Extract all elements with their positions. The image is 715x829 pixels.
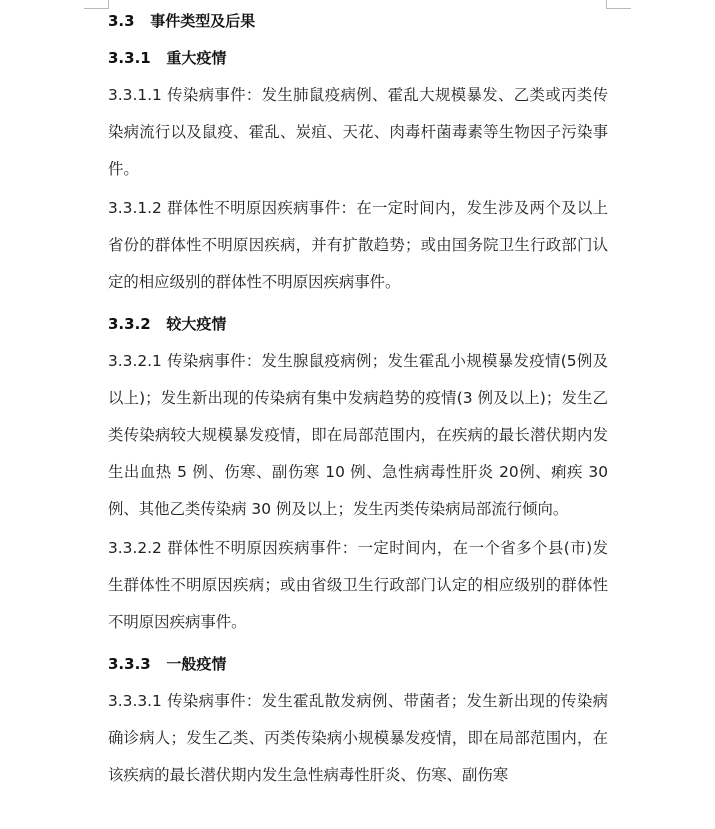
paragraph-3-3-3-1: 3.3.3.1 传染病事件：发生霍乱散发病例、带菌者；发生新出现的传染病确诊病人；发生乙类、丙类传染病小规模暴发疫情，即在局部范围内，在该疾病的最长潜伏期内发生急性病毒性肝炎、伤寒、副伤寒 [108,692,608,784]
page-corner-mark-right [606,0,631,9]
subsection-heading-3-3-1: 3.3.1 重大疫情 [108,49,227,67]
paragraph-3-3-1-1: 3.3.1.1 传染病事件：发生肺鼠疫病例、霍乱大规模暴发、乙类或丙类传染病流行以及鼠疫、霍乱、炭疽、天花、肉毒杆菌毒素等生物因子污染事件。 [108,86,608,178]
section-heading-3-3: 3.3 事件类型及后果 [108,12,256,30]
subsection-heading-3-3-3: 3.3.3 一般疫情 [108,655,227,673]
document-page [108,0,608,794]
paragraph-3-3-2-2: 3.3.2.2 群体性不明原因疾病事件：一定时间内，在一个省多个县(市)发生群体性不明原因疾病；或由省级卫生行政部门认定的相应级别的群体性不明原因疾病事件。 [108,539,608,631]
subsection-heading-3-3-2: 3.3.2 较大疫情 [108,315,227,333]
page-corner-mark-left [84,0,109,9]
paragraph-3-3-2-1: 3.3.2.1 传染病事件：发生腺鼠疫病例；发生霍乱小规模暴发疫情(5例及以上)；发生新出现的传染病有集中发病趋势的疫情(3 例及以上)；发生乙类传染病较大规模暴发疫情，即在局部范围内，在疾病的最长潜伏期内发生出血热 5 例、伤寒、副伤寒 10 例、急性病毒性肝炎 20例、痢疾 30 例、其他乙类传染病 30 例及以上；发生丙类传染病局部流行倾向。 [108,352,608,518]
paragraph-3-3-1-2: 3.3.1.2 群体性不明原因疾病事件：在一定时间内，发生涉及两个及以上省份的群体性不明原因疾病，并有扩散趋势；或由国务院卫生行政部门认定的相应级别的群体性不明原因疾病事件。 [108,199,608,291]
